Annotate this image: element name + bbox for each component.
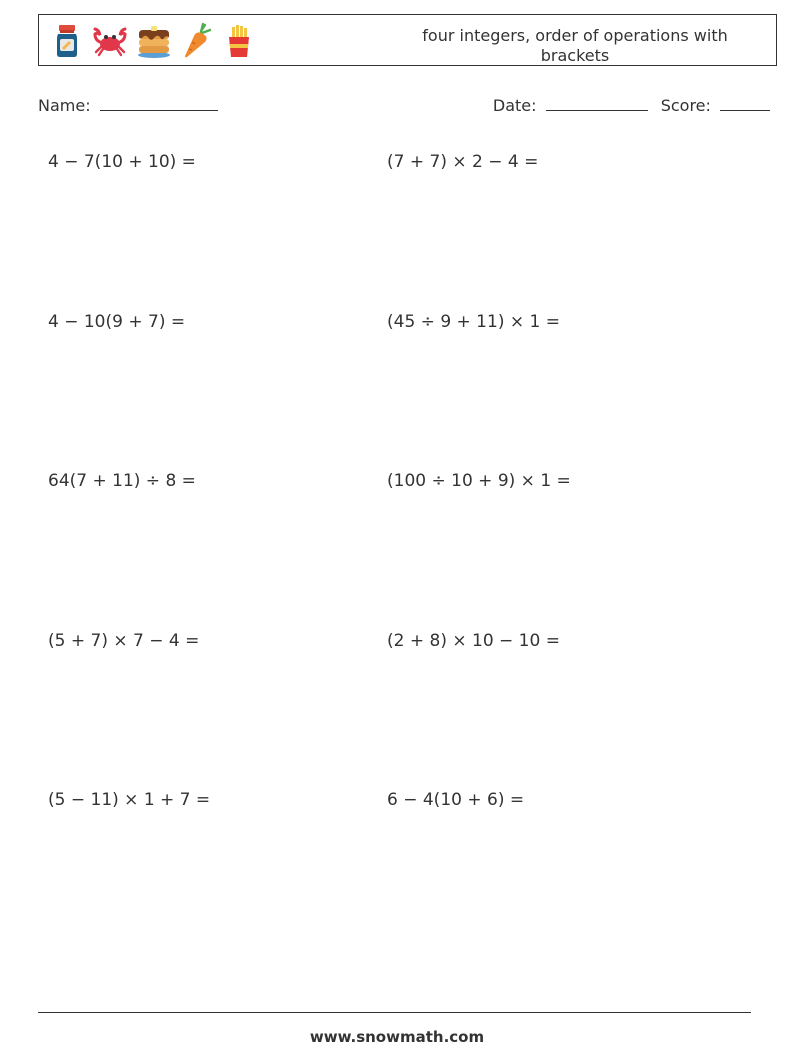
date-label: Date:	[492, 96, 537, 115]
problem-8: (2 + 8) × 10 − 10 =	[387, 631, 560, 651]
header-icons	[49, 21, 257, 61]
date-score-fields	[493, 94, 770, 115]
worksheet-title: four integers, order of operations with brackets	[422, 26, 728, 65]
pancakes-icon	[135, 22, 173, 60]
problem-2: (7 + 7) × 2 − 4 =	[387, 152, 539, 172]
jar-icon	[49, 22, 85, 60]
problem-5: 64(7 + 11) ÷ 8 =	[48, 471, 196, 491]
problem-1: 4 − 7(10 + 10) =	[48, 152, 196, 172]
problem-4: (45 ÷ 9 + 11) × 1 =	[387, 312, 560, 332]
fries-icon	[221, 22, 257, 60]
name-blank[interactable]	[100, 94, 218, 111]
footer-divider	[38, 1012, 751, 1013]
score-label: Score:	[660, 96, 711, 115]
name-field	[38, 94, 218, 115]
carrot-icon	[179, 22, 215, 60]
score-blank[interactable]	[720, 94, 770, 111]
problem-10: 6 − 4(10 + 6) =	[387, 790, 525, 810]
footer-website[interactable]: www.snowmath.com	[309, 1028, 485, 1046]
worksheet-header	[38, 14, 777, 66]
date-blank[interactable]	[546, 94, 648, 111]
crab-icon	[91, 22, 129, 60]
problem-6: (100 ÷ 10 + 9) × 1 =	[387, 471, 571, 491]
problem-3: 4 − 10(9 + 7) =	[48, 312, 186, 332]
problem-9: (5 − 11) × 1 + 7 =	[48, 790, 211, 810]
name-label: Name:	[38, 96, 91, 115]
problem-7: (5 + 7) × 7 − 4 =	[48, 631, 200, 651]
